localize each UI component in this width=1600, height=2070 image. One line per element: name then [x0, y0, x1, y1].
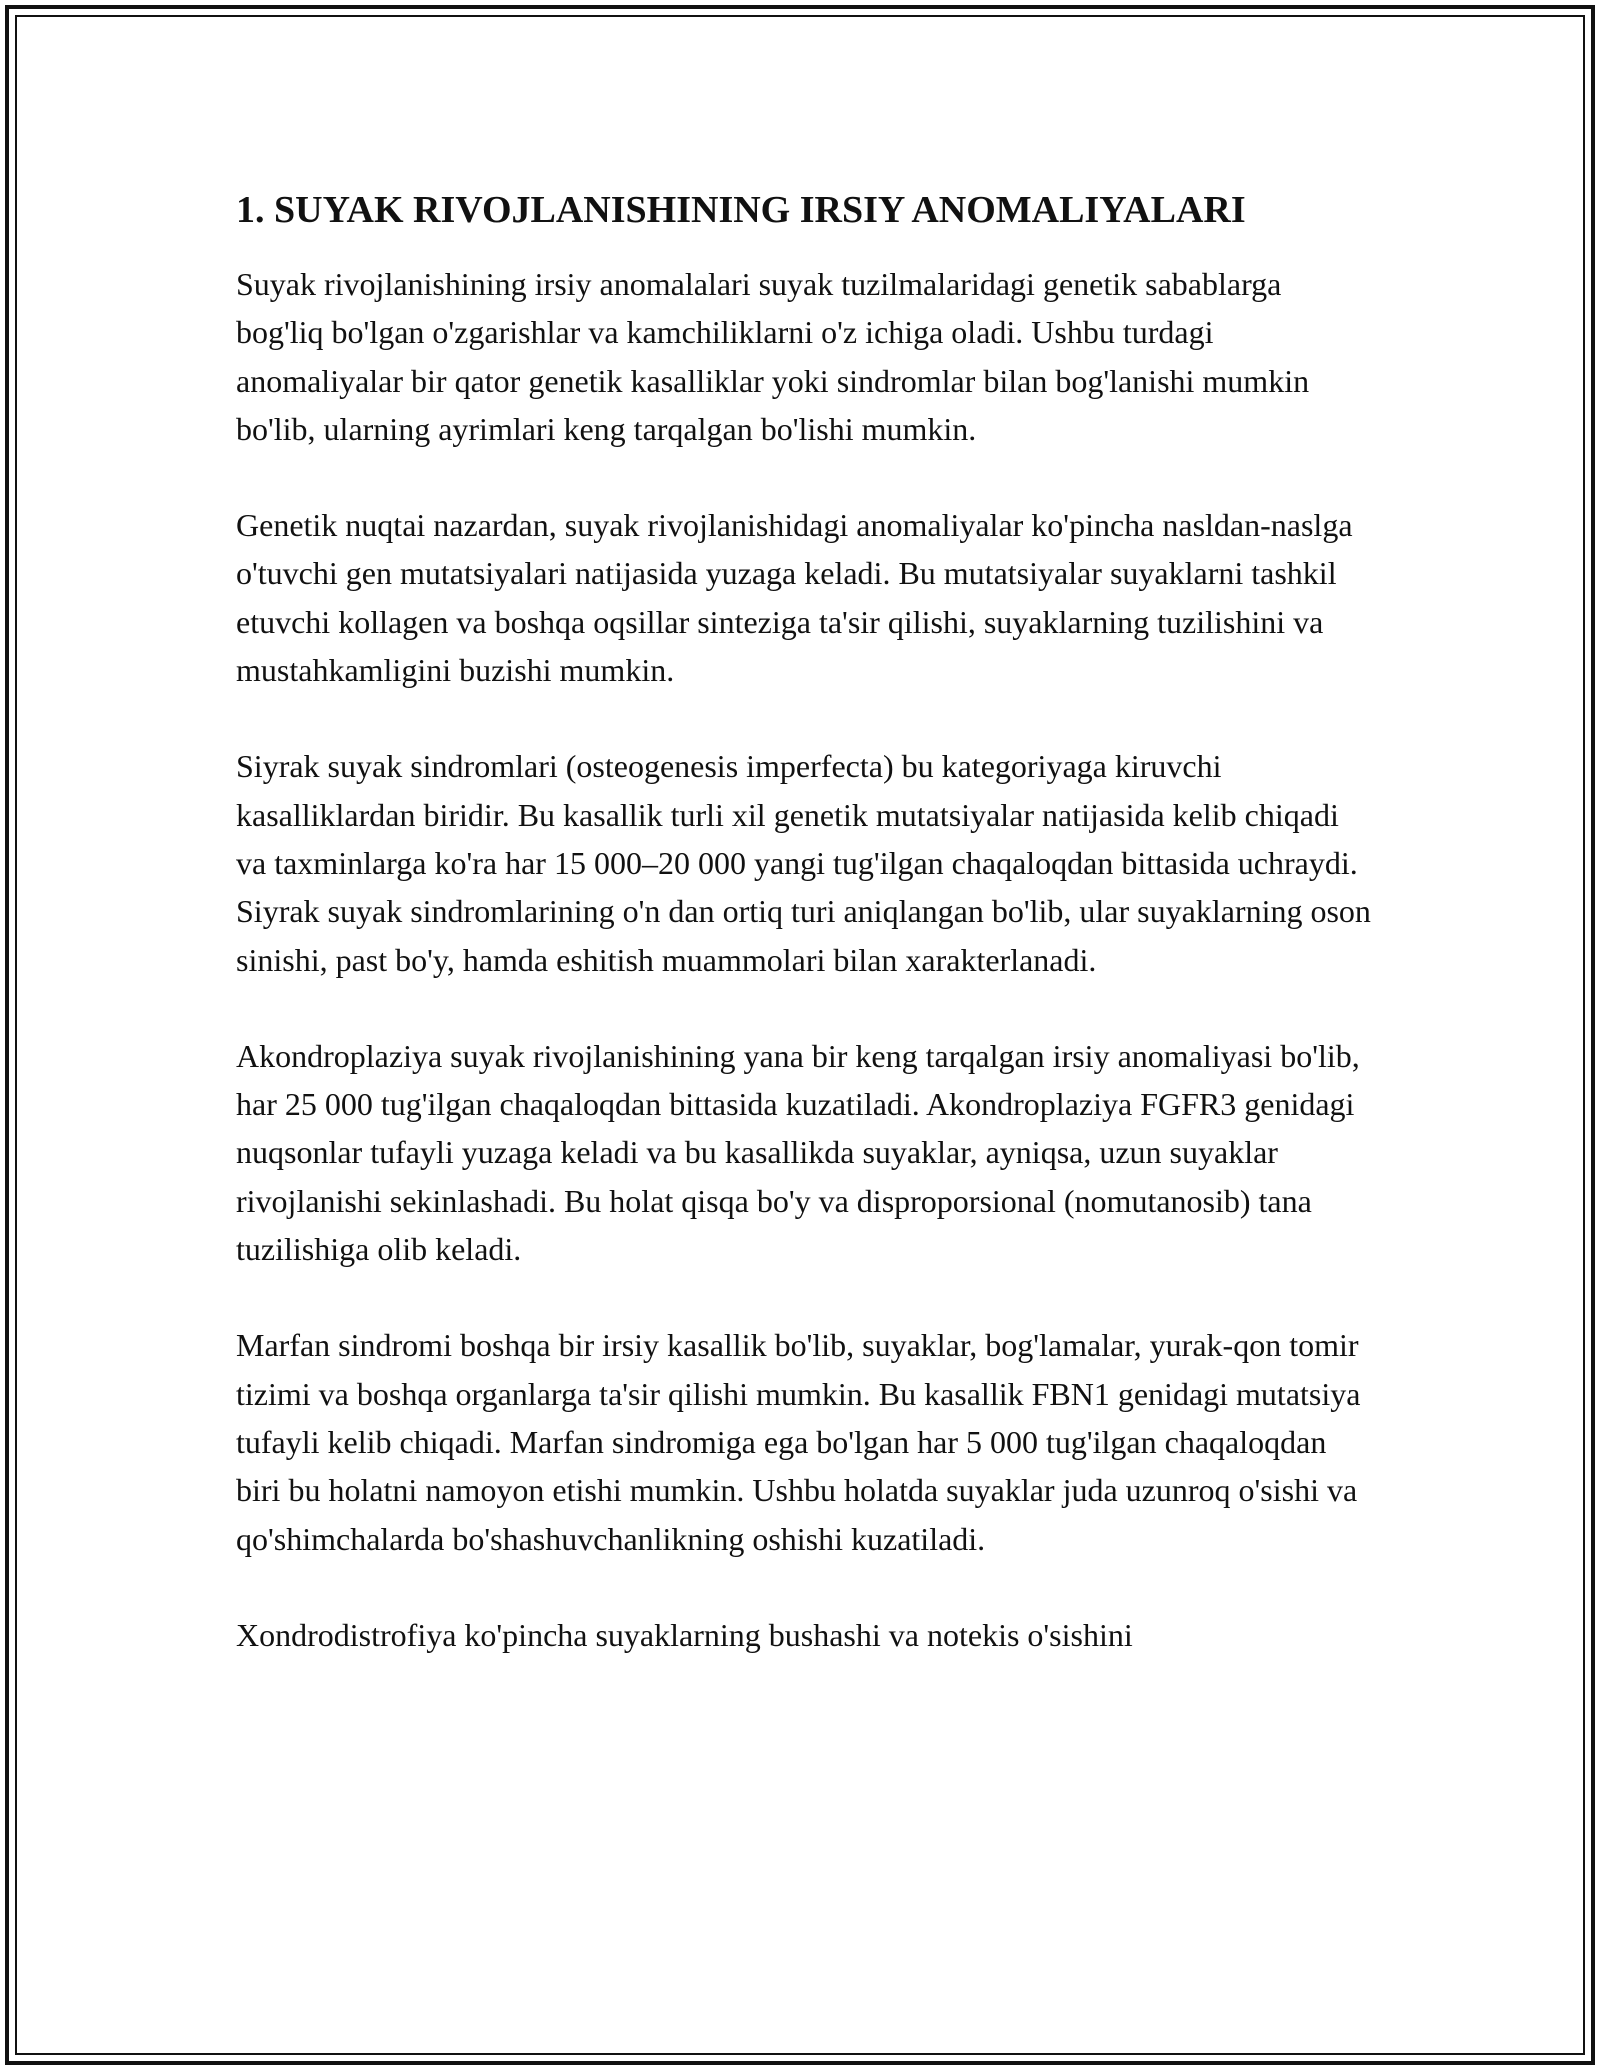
paragraph-achondroplasia: Akondroplaziya suyak rivojlanishining yana bir keng tarqalgan irsiy anomaliyasi bo'lib, har 25 000 tug'ilgan chaqaloqdan bittasida kuzatiladi. Akondroplaziya FGFR3 genidagi nuqsonlar tufayli yuzaga keladi va bu kasallikda suyaklar, ayniqsa, uzun suyaklar rivojlanishi sekinlashadi. Bu holat qisqa bo'y va disproporsional (nomutanosib) tana tuzilishiga olib keladi. — [236, 1037, 1360, 1268]
section-heading: 1. SUYAK RIVOJLANISHINING IRSIY ANOMALIYALARI — [236, 189, 1246, 231]
paragraph-chondrodystrophy: Xondrodistrofiya ko'pincha suyaklarning bushashi va notekis o'sishini — [236, 1616, 1133, 1653]
paragraph-osteogenesis-imperfecta: Siyrak suyak sindromlari (osteogenesis imperfecta) bu kategoriyaga kiruvchi kasalliklardan biridir. Bu kasallik turli xil genetik mutatsiyalar natijasida kelib chiqadi va taxminlarga ko'ra har 15 000–20 000 yangi tug'ilgan chaqaloqdan bittasida uchraydi. Siyrak suyak sindromlarining o'n dan ortiq turi aniqlangan bo'lib, ular suyaklarning oson sinishi, past bo'y, hamda eshitish muammolari bilan xarakterlanadi. — [236, 748, 1371, 978]
paragraph-genetics: Genetik nuqtai nazardan, suyak rivojlanishidagi anomaliyalar ko'pincha nasldan-naslga o'tuvchi gen mutatsiyalari natijasida yuzaga keladi. Bu mutatsiyalar suyaklarni tashkil etuvchi kollagen va boshqa oqsillar sinteziga ta'sir qilishi, suyaklarning tuzilishini va mustahkamligini buzishi mumkin. — [236, 507, 1353, 689]
paragraph-marfan-syndrome: Marfan sindromi boshqa bir irsiy kasallik bo'lib, suyaklar, bog'lamalar, yurak-qon tomir tizimi va boshqa organlarga ta'sir qilishi mumkin. Bu kasallik FBN1 genidagi mutatsiya tufayli kelib chiqadi. Marfan sindromiga ega bo'lgan har 5 000 tug'ilgan chaqaloqdan biri bu holatni namoyon etishi mumkin. Ushbu holatda suyaklar juda uzunroq o'sishi va qo'shimchalarda bo'shashuvchanlikning oshishi kuzatiladi. — [236, 1327, 1361, 1557]
document-body — [236, 186, 1416, 1659]
paragraph-intro: Suyak rivojlanishining irsiy anomalalari suyak tuzilmalaridagi genetik sabablarga bog'liq bo'lgan o'zgarishlar va kamchiliklarni o'z ichiga oladi. Ushbu turdagi anomaliyalar bir qator genetik kasalliklar yoki sindromlar bilan bog'lanishi mumkin bo'lib, ularning ayrimlari keng tarqalgan bo'lishi mumkin. — [236, 266, 1310, 447]
